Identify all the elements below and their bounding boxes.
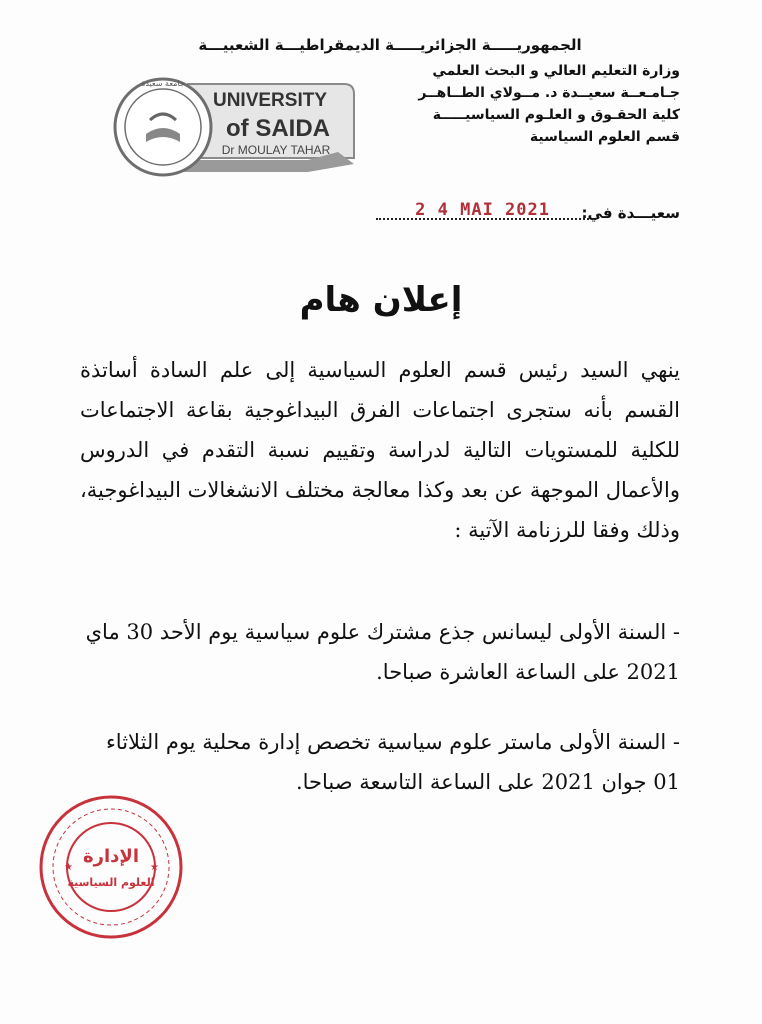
institution-block <box>390 60 680 148</box>
stamp-center-top: الإدارة <box>83 846 139 867</box>
ministry-line: وزارة التعليم العالي و البحث العلمي <box>432 63 680 79</box>
schedule-item-2: - السنة الأولى ماستر علوم سياسية تخصص إدارة محلية يوم الثلاثاء 01 جوان 2021 على الساعة التاسعة صباحا. <box>105 730 680 794</box>
announcement-paragraph: ينهي السيد رئيس قسم العلوم السياسية إلى علم السادة أساتذة القسم بأنه ستجرى اجتماعات الفرق البيداغوجية بقاعة الاجتماعات للكلية للمستويات التالية لدراسة وتقييم نسبة التقدم في الدروس والأعمال الموجهة عن بعد وكذا معالجة مختلف الانشغالات البيداغوجية، وذلك وفقا للرزنامة الآتية : <box>80 358 680 542</box>
announcement-title: إعلان هام <box>299 280 463 320</box>
faculty-line: كلية الحقـوق و العلـوم السياسيـــــة <box>432 107 680 123</box>
republic-heading: الجمهوريـــــة الجزائريـــــة الديمقراطيـــة الشعبيـــة <box>198 36 582 54</box>
star-icon: ★ <box>150 862 159 873</box>
logo-line3: Dr MOULAY TAHAR <box>221 143 331 157</box>
schedule-item-1: - السنة الأولى ليسانس جذع مشترك علوم سياسية يوم الأحد 30 ماي 2021 على الساعة العاشرة صباحا. <box>85 620 680 684</box>
date-row <box>80 200 680 228</box>
date-label: سعيـــدة في: <box>581 204 680 222</box>
department-line: قسم العلوم السياسية <box>529 129 680 145</box>
university-logo <box>108 72 358 182</box>
logo-seal-text: جامعة سعيدة <box>141 79 185 88</box>
date-stamp: 2 4 MAI 2021 <box>415 200 550 220</box>
logo-line2: of SAIDA <box>226 115 330 142</box>
star-icon: ★ <box>64 862 73 873</box>
administration-stamp <box>36 792 186 942</box>
stamp-center-bottom: العلوم السياسية <box>67 876 155 889</box>
university-line: جـامـعــة سعيــدة د. مــولاي الطــاهــر <box>418 85 680 101</box>
logo-line1: UNIVERSITY <box>212 90 328 111</box>
